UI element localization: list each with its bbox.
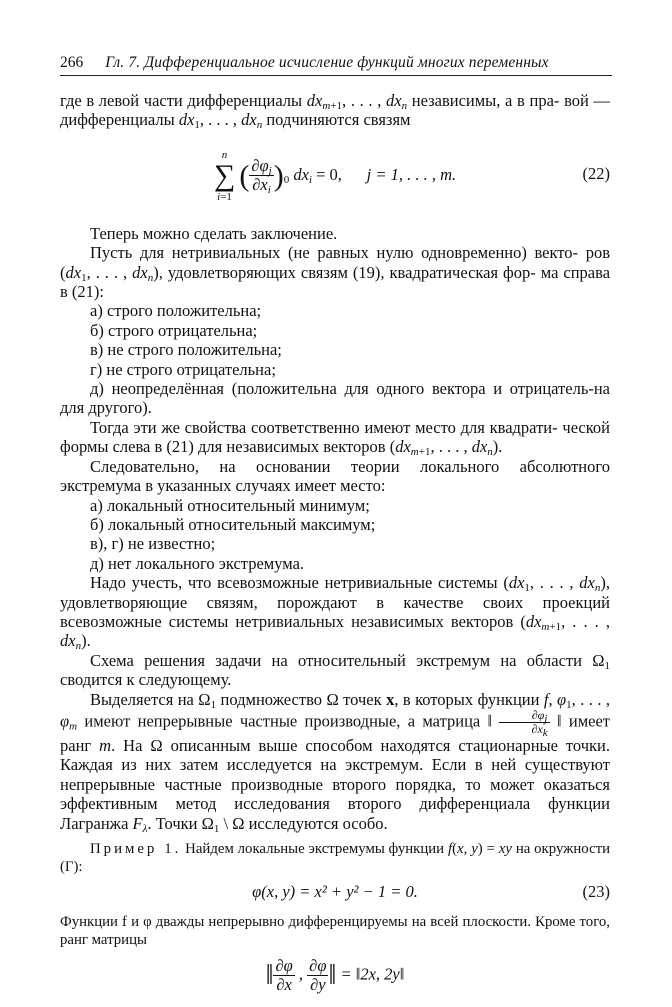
paragraph: где в левой части дифференциалы $dx_{m+1}$, . . . , $dx_n$ независимы, а в пра- вой — дифференциалы $dx_1$, . . . , $dx_n$ подчиняются связям — [60, 91, 611, 132]
list-item: д) неопределённая (положительна для одного вектора и отрицатель-на для другого). — [60, 379, 610, 418]
paragraph: Пусть для нетривиальных (не равных нулю одновременно) векто- ров ($dx_1$, . . . , $dx_n$), удовлетворяющих связям (19), квадратическая фор- ма справа в (21): — [60, 243, 611, 302]
list-item: а) локальный относительный минимум; — [90, 495, 370, 515]
paragraph: Схема решения задачи на относительный экстремум на области $\Omega_1$ сводится к следующему. — [60, 650, 610, 690]
paragraph: Надо учесть, что всевозможные нетривиальные системы ($dx_1$, . . . , $dx_n$), удовлетворяющие связям, порождают в качестве своих проекций всевозможные системы нетривиальных независимых векторов ($dx_{m+1}$, . . . , $dx_n$). — [60, 573, 611, 653]
list-item: а) строго положительна; — [90, 301, 262, 321]
list-item: г) не строго отрицательна; — [90, 359, 276, 379]
equation-number: (23) — [582, 882, 610, 902]
equation-number: (22) — [582, 163, 610, 183]
list-item: б) локальный относительный максимум; — [90, 514, 376, 534]
paragraph: Выделяется на $\Omega_1$ подмножество Ω точек x, в которых функции f, $\varphi_1$, . . . , $\varphi_m$ имеют непрерывные частные производные, а матрица ‖ $\frac{\partial\varphi_j}{\partial x_k}$ ‖ имеет ранг m. На Ω описанным выше способом находятся стационарные точки. Каждая из них затем исследуется на экстремум. Если в ней существуют непрерывные частные производные второго порядка, то может оказаться эффективным метод исследования второго дифференциала функции Лагранжа $F_\lambda$. Точки $\Omega_1$ \ Ω исследуются особо. — [60, 689, 611, 835]
equation-22: n ∑ i=1 ( $\frac{\partial\varphi_j}{\partial x_i}$ )$_0$ $dx_i = 0$, j = 1, . . . , m. (22) — [213, 148, 610, 203]
paragraph: Тогда эти же свойства соответственно имеют место для квадрати- ческой формы слева в (21) для независимых векторов ($dx_{m+1}$, . . . , $dx_n$). — [60, 417, 611, 459]
paragraph: Следовательно, на основании теории локального абсолютного экстремума в указанных случаях имеет место: — [60, 456, 610, 496]
paragraph: Функции f и φ дважды непрерывно дифференцируемы на всей плоскости. Кроме того, ранг матрицы — [60, 914, 610, 948]
page-body — [60, 91, 610, 1007]
equation-23: φ(x, y) = x² + y² − 1 = 0. (23) — [252, 882, 610, 902]
example-paragraph: Пример 1. Найдем локальные экстремумы функции f(x, y) = xy на окружности (Γ): — [60, 841, 611, 875]
list-item: в) не строго положительна; — [90, 340, 282, 360]
paragraph: Теперь можно сделать заключение. — [90, 223, 338, 243]
running-title: Гл. 7. Дифференциальное исчисление функций многих переменных — [105, 54, 549, 71]
list-item: б) строго отрицательна; — [90, 320, 258, 340]
list-item: д) нет локального экстремума. — [90, 553, 305, 573]
matrix-rank-equation: ‖ $\frac{\partial\varphi}{\partial x}$ , $\frac{\partial\varphi}{\partial y}$ ‖ = ‖2x, 2y‖ — [265, 956, 405, 995]
header-rule — [60, 75, 612, 76]
list-item: в), г) не известно; — [90, 534, 216, 554]
page-number: 266 — [60, 54, 84, 71]
running-header — [60, 54, 612, 72]
